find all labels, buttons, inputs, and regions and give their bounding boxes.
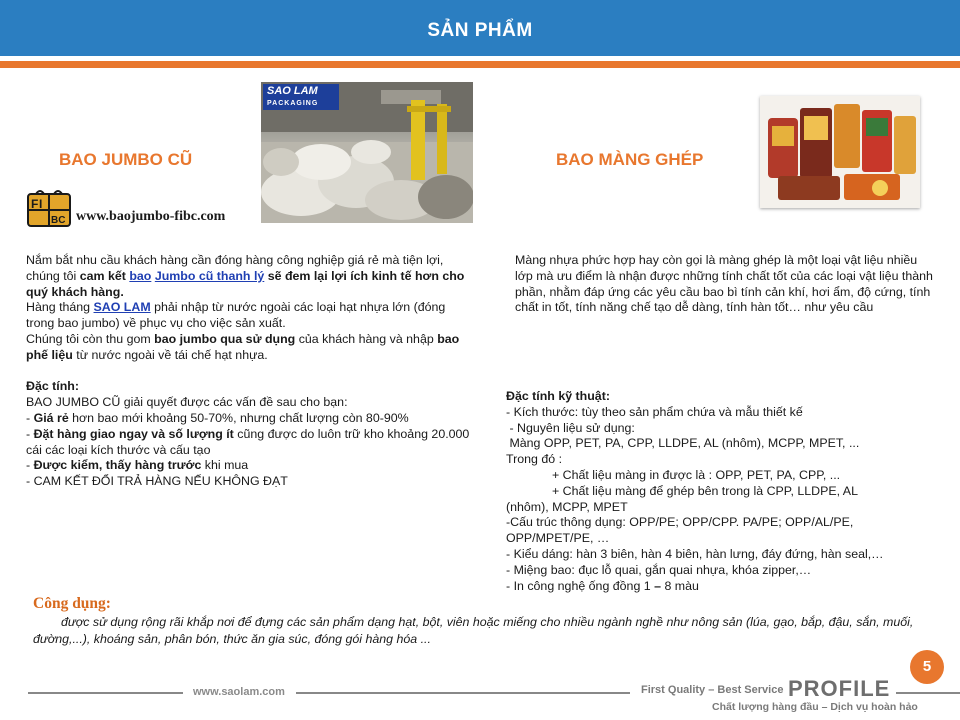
technical-specs (506, 389, 936, 594)
link-sao-lam[interactable]: SAO LAM (93, 300, 151, 315)
svg-text:F: F (31, 197, 39, 211)
laminated-packaging-photo (760, 96, 920, 208)
svg-text:BC: BC (51, 215, 66, 226)
spec-line: -Cấu trúc thông dụng: OPP/PE; OPP/CPP. PA/PE; OPP/AL/PE, OPP/MPET/PE, … (506, 515, 854, 546)
footer-profile-title: PROFILE (788, 676, 891, 701)
fibc-website-url[interactable]: www.baojumbo-fibc.com (76, 209, 226, 224)
page-title: SẢN PHẨM (427, 20, 533, 41)
footer-subtitle: Chất lượng hàng đầu – Dịch vụ hoàn hảo (712, 701, 918, 713)
features-title: Đặc tính: (26, 379, 80, 394)
laminated-bag-description: Màng nhựa phức hợp hay còn gọi là màng ghép là một loại vật liệu nhiều lớp mà ưu điểm là nhận được những tính chất tốt của các loại vật liệu thành phần, nhằm đáp ứng các yêu cầu bao bì tính cản khí, hơi ẩm, độ cứng, tính chất in tốt, tính năng chế tạo dễ dàng, tính hàn tốt… như yêu cầu (515, 253, 933, 315)
spec-line: - Kiểu dáng: hàn 3 biên, hàn 4 biên, hàn lưng, đáy đứng, hàn seal,… (506, 546, 884, 561)
tech-title: Đặc tính kỹ thuật: (506, 389, 610, 403)
spec-line: - Kích thước: tùy theo sản phẩm chứa và mẫu thiết kế (506, 404, 803, 419)
spec-sub-line: + Chất liệu màng để ghép bên trong là CPP, LLDPE, AL (552, 483, 858, 498)
svg-text:I: I (39, 197, 43, 211)
spec-line: Trong đó : (506, 452, 563, 467)
header-bar (0, 0, 960, 56)
footer-divider (896, 692, 960, 694)
usage-text: được sử dụng rộng rãi khắp nơi để đựng các sản phẩm dạng hạt, bột, viên hoặc miếng cho nhiều ngành nghề như nông sản (lúa, gạo, bắp, đậu, sắn, muối, đường,...), khoáng sản, phân bón, thức ăn gia súc, đóng gói hàng hóa ... (33, 615, 914, 646)
jumbo-bag-warehouse-photo (261, 82, 473, 223)
footer-divider (28, 692, 183, 694)
jumbo-import-paragraph: Hàng tháng SAO LAM phải nhập từ nước ngoài các loại hạt nhựa lớn (đóng trong bao jumbo) về phục vụ cho việc sản xuất. (26, 300, 446, 331)
jumbo-bag-heading: BAO JUMBO CŨ (59, 150, 193, 169)
feature-item: - Được kiểm, thấy hàng trước khi mua (26, 458, 249, 473)
feature-item: - Giá rẻ hơn bao mới khoảng 50-70%, nhưng chất lượng còn 80-90% (26, 410, 409, 425)
laminated-bag-heading: BAO MÀNG GHÉP (556, 150, 704, 169)
link-jumbo-cu-thanh-ly[interactable]: Jumbo cũ thanh lý (154, 268, 265, 283)
link-bao[interactable]: bao (129, 268, 152, 283)
saolam-photo-logo: SAO LAM PACKAGING (263, 84, 339, 110)
jumbo-recycle-paragraph: Chúng tôi còn thu gom bao jumbo qua sử dụng của khách hàng và nhập bao phế liệu từ nước ngoài về tái chế hạt nhựa. (26, 331, 460, 362)
footer-divider (296, 692, 630, 694)
header-accent-line (0, 61, 960, 68)
features-intro: BAO JUMBO CŨ giải quyết được các vấn đề sau cho bạn: (26, 395, 348, 410)
spec-sub-line-cont: (nhôm), MCPP, MPET (506, 499, 628, 514)
spec-line: Màng OPP, PET, PA, CPP, LLDPE, AL (nhôm), MCPP, MPET, ... (506, 436, 860, 451)
jumbo-bag-description (26, 253, 474, 490)
jumbo-intro-paragraph: Nắm bắt nhu cầu khách hàng cần đóng hàng công nghiệp giá rẻ mà tiện lợi, chúng tôi cam kết bao Jumbo cũ thanh lý sẽ đem lại lợi ích kinh tế hơn cho quý khách hàng. (26, 253, 465, 299)
spec-sub-line: + Chất liệu màng in được là : OPP, PET, PA, CPP, ... (552, 467, 841, 482)
footer-website-link[interactable]: www.saolam.com (193, 686, 285, 698)
page-number-badge: 5 (910, 650, 944, 684)
spec-line: - In công nghệ ống đồng 1 – 8 màu (506, 578, 699, 593)
spec-line: - Nguyên liệu sử dụng: (506, 420, 635, 435)
footer-slogan: First Quality – Best Service (641, 684, 784, 696)
spec-line: - Miệng bao: đục lỗ quai, gắn quai nhựa, khóa zipper,… (506, 562, 812, 577)
feature-item: - CAM KẾT ĐỔI TRẢ HÀNG NẾU KHÔNG ĐẠT (26, 474, 288, 489)
usage-title: Công dụng: (33, 595, 111, 612)
fibc-logo (26, 188, 72, 228)
feature-item: - Đặt hàng giao ngay và số lượng ít cũng được do luôn trữ kho khoảng 20.000 cái các loại kích thước và cấu tạo (26, 426, 470, 457)
